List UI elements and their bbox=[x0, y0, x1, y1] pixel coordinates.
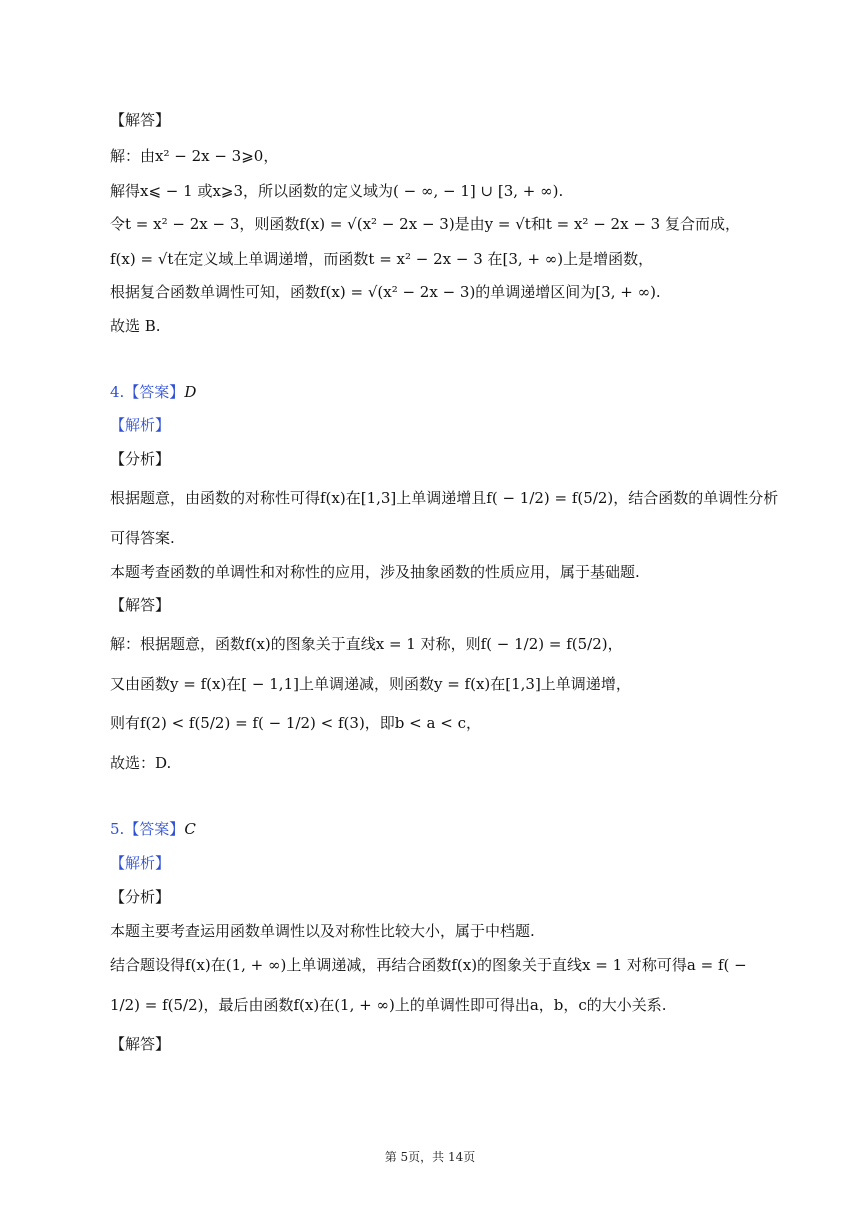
section-heading: 【分析】 bbox=[110, 450, 171, 468]
page-footer: 第 5页，共 14页 bbox=[384, 1150, 476, 1164]
text-line: 可得答案. bbox=[110, 529, 175, 547]
answer-value: D bbox=[184, 383, 197, 401]
text-line: 结合题设得f(x)在(1, + ∞)上单调递减，再结合函数f(x)的图象关于直线x = 1 对称可得a = f( − bbox=[110, 956, 747, 974]
answer-label: 5.【答案】 bbox=[110, 820, 185, 838]
text-line: 令t = x² − 2x − 3，则函数f(x) = √(x² − 2x − 3)是由y = √t和t = x² − 2x − 3 复合而成， bbox=[110, 215, 740, 233]
text-line: 本题主要考查运用函数单调性以及对称性比较大小，属于中档题. bbox=[110, 922, 535, 940]
text-line: f(x) = √t在定义域上单调递增，而函数t = x² − 2x − 3 在[3, + ∞)上是增函数， bbox=[110, 250, 654, 268]
answer-heading-4 bbox=[110, 381, 196, 403]
answer-label: 4.【答案】 bbox=[110, 383, 185, 401]
text-line: 根据题意，由函数的对称性可得f(x)在[1,3]上单调递增且f( − 1/2) = f(5/2)，结合函数的单调性分析 bbox=[110, 489, 779, 507]
text-line: 根据复合函数单调性可知，函数f(x) = √(x² − 2x − 3)的单调递增区间为[3, + ∞). bbox=[110, 283, 661, 301]
analysis-heading: 【解析】 bbox=[110, 854, 171, 872]
text-line: 解：由x² − 2x − 3⩾0， bbox=[110, 147, 279, 165]
answer-heading-5 bbox=[110, 818, 196, 840]
text-line: 解：根据题意，函数f(x)的图象关于直线x = 1 对称，则f( − 1/2) = f(5/2)， bbox=[110, 635, 623, 653]
text-line: 故选 B. bbox=[110, 317, 161, 335]
solution-heading: 【解答】 bbox=[110, 1035, 171, 1053]
text-line: 则有f(2) < f(5/2) = f( − 1/2) < f(3)，即b < a < c， bbox=[110, 714, 481, 732]
section-heading: 【分析】 bbox=[110, 888, 171, 906]
text-line: 解得x⩽ − 1 或x⩾3，所以函数的定义域为( − ∞, − 1] ∪ [3, + ∞). bbox=[110, 182, 564, 200]
text-line: 1/2) = f(5/2)，最后由函数f(x)在(1, + ∞)上的单调性即可得出a，b，c的大小关系. bbox=[110, 996, 667, 1014]
solution-heading: 【解答】 bbox=[110, 111, 171, 129]
solution-heading: 【解答】 bbox=[110, 596, 171, 614]
text-line: 又由函数y = f(x)在[ − 1,1]上单调递减，则函数y = f(x)在[1,3]上单调递增， bbox=[110, 675, 631, 693]
text-line: 本题考查函数的单调性和对称性的应用，涉及抽象函数的性质应用，属于基础题. bbox=[110, 563, 640, 581]
text-line: 故选：D. bbox=[110, 754, 172, 772]
answer-value: C bbox=[184, 820, 196, 838]
analysis-heading: 【解析】 bbox=[110, 416, 171, 434]
